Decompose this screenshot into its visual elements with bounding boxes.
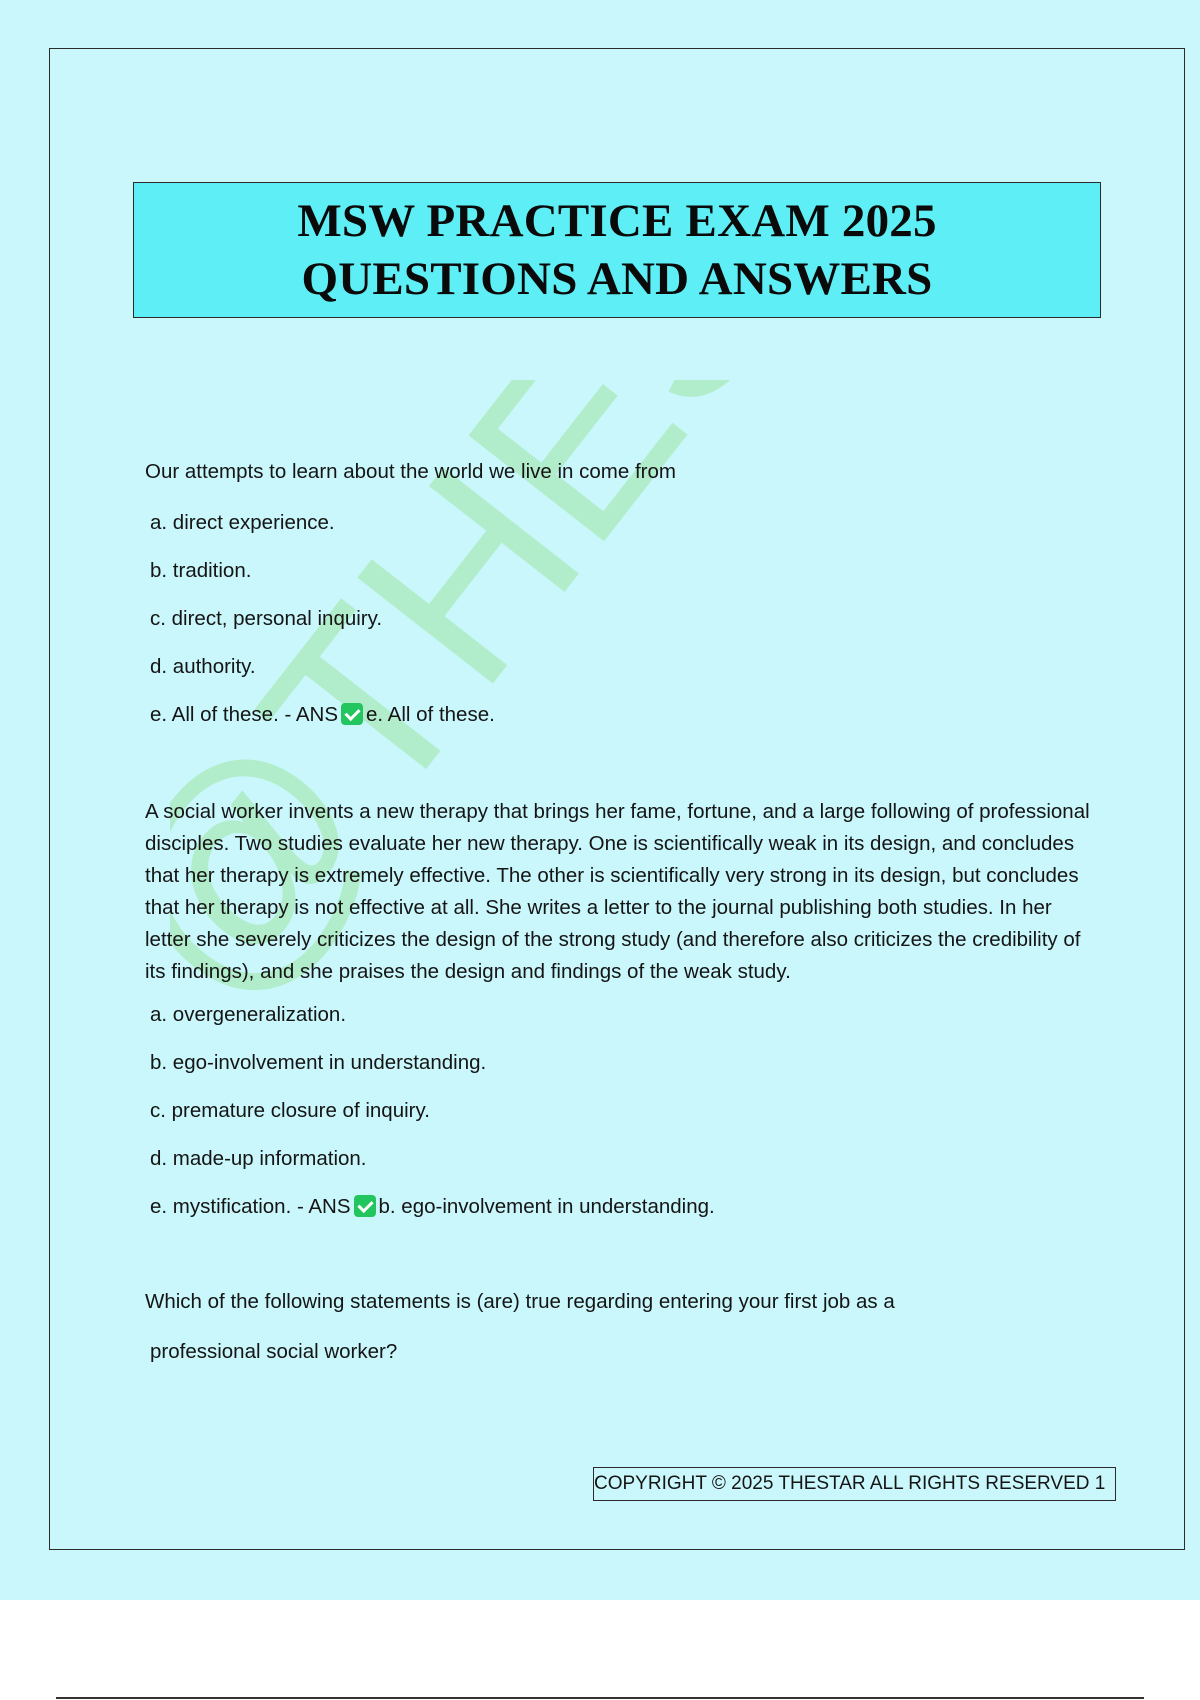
option-b: b. ego-involvement in understanding. — [150, 1051, 487, 1074]
answer-text: e. All of these. — [366, 703, 495, 726]
option-e-with-answer — [145, 702, 1095, 728]
option-e-with-answer — [145, 1194, 1095, 1220]
exam-content — [145, 456, 1095, 1368]
question-stem-line-2: professional social worker? — [150, 1340, 398, 1363]
question-2 — [145, 796, 1095, 1220]
question-stem: Our attempts to learn about the world we live in come from — [145, 460, 676, 483]
option-b: b. tradition. — [150, 559, 252, 582]
question-stem-line-1: Which of the following statements is (are) true regarding entering your first job as a — [145, 1290, 895, 1313]
question-stem: A social worker invents a new therapy that brings her fame, fortune, and a large following of professional disciples. Two studies evaluate her new therapy. One is scientifically weak in its design, and concludes that her therapy is extremely effective. The other is scientifically very strong in its design, but concludes that her therapy is not effective at all. She writes a letter to the journal publishing both studies. In her letter she severely criticizes the design of the strong study (and therefore also criticizes the credibility of its findings), and she praises the design and findings of the weak study. — [145, 800, 1090, 983]
option-d: d. authority. — [150, 655, 256, 678]
question-3 — [145, 1286, 1095, 1368]
answer-text: b. ego-involvement in understanding. — [378, 1195, 715, 1218]
title-line-2: QUESTIONS AND ANSWERS — [301, 253, 933, 305]
option-d: d. made-up information. — [150, 1147, 367, 1170]
question-1 — [145, 456, 1095, 728]
title-line-1: MSW PRACTICE EXAM 2025 — [297, 195, 937, 247]
check-mark-icon — [341, 703, 363, 725]
bottom-divider — [56, 1697, 1144, 1699]
option-a: a. overgeneralization. — [150, 1003, 347, 1026]
check-mark-icon — [354, 1195, 376, 1217]
option-e-text: e. All of these. - ANS — [150, 703, 339, 726]
title-banner — [133, 182, 1101, 318]
option-e-text: e. mystification. - ANS — [150, 1195, 351, 1218]
option-c: c. direct, personal inquiry. — [150, 607, 383, 630]
copyright-footer: COPYRIGHT © 2025 THESTAR ALL RIGHTS RESERVED 1 — [593, 1467, 1116, 1501]
option-c: c. premature closure of inquiry. — [150, 1099, 430, 1122]
option-a: a. direct experience. — [150, 511, 335, 534]
